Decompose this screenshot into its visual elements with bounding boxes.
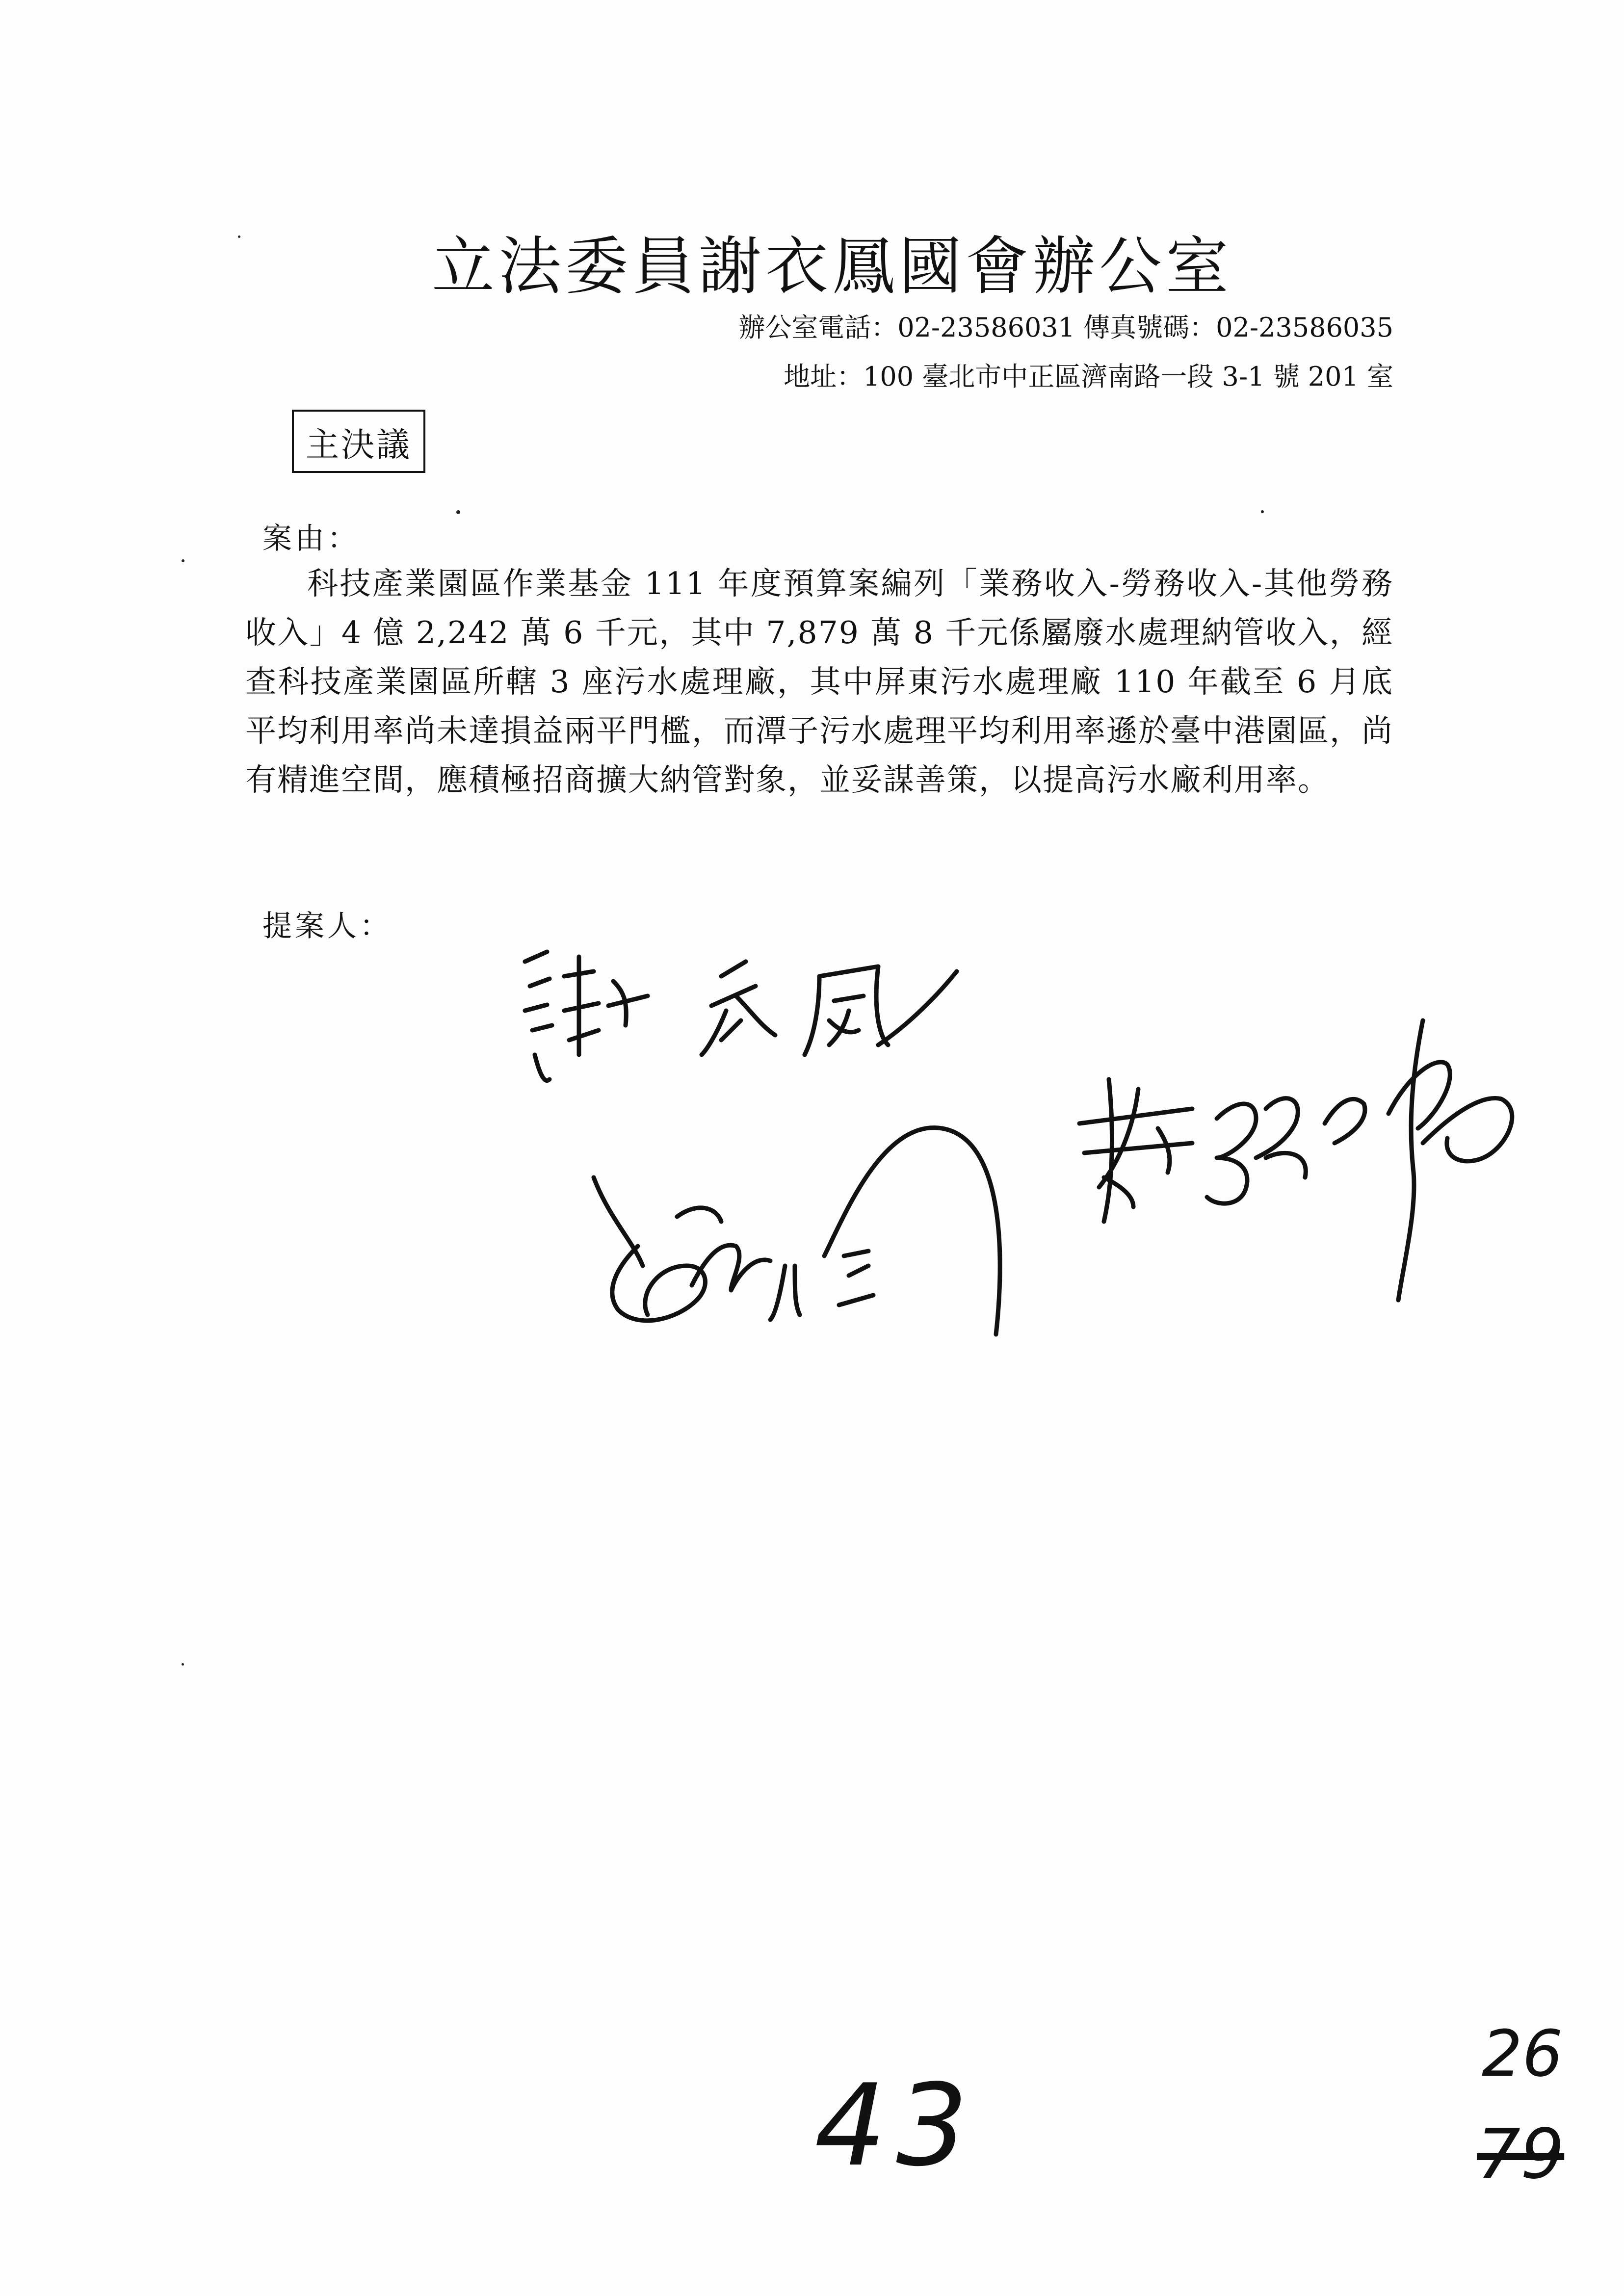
reason-body: 科技產業園區作業基金 111 年度預算案編列「業務收入-勞務收入-其他勞務收入」4 億 2,242 萬 6 千元，其中 7,879 萬 8 千元係屬廢水處理納管收入，經查科技產業園區所轄 3 座污水處理廠，其中屏東污水處理廠 110 年截至 6 月底平均利用率尚未達損益兩平門檻，而潭子污水處理平均利用率遜於臺中港園區，尚有精進空間，應積極招商擴大納管對象，並妥謀善策，以提高污水廠利用率。 bbox=[245, 566, 1393, 798]
scan-speck bbox=[182, 1663, 184, 1666]
handwritten-number-top: 26 bbox=[1482, 2016, 1563, 2091]
document-type-box: 主決議 bbox=[292, 410, 425, 473]
scan-speck bbox=[456, 510, 460, 514]
scan-speck bbox=[182, 559, 184, 562]
signature-1 bbox=[525, 952, 957, 1081]
handwritten-page-number: 43 bbox=[814, 2061, 978, 2192]
signature-3 bbox=[1079, 1020, 1512, 1300]
office-title: 立法委員謝衣鳳國會辦公室 bbox=[432, 230, 1233, 303]
phone-fax-line: 辦公室電話：02-23586031 傳真號碼：02-23586035 bbox=[738, 312, 1393, 343]
scan-speck bbox=[238, 235, 240, 238]
scan-speck bbox=[1261, 510, 1264, 513]
proposer-label: 提案人： bbox=[262, 909, 392, 943]
handwritten-number-crossed: 79 bbox=[1477, 2114, 1565, 2194]
address-line: 地址：100 臺北市中正區濟南路一段 3-1 號 201 室 bbox=[784, 361, 1393, 392]
reason-label: 案由： bbox=[262, 522, 360, 556]
signature-2 bbox=[594, 1128, 1000, 1334]
